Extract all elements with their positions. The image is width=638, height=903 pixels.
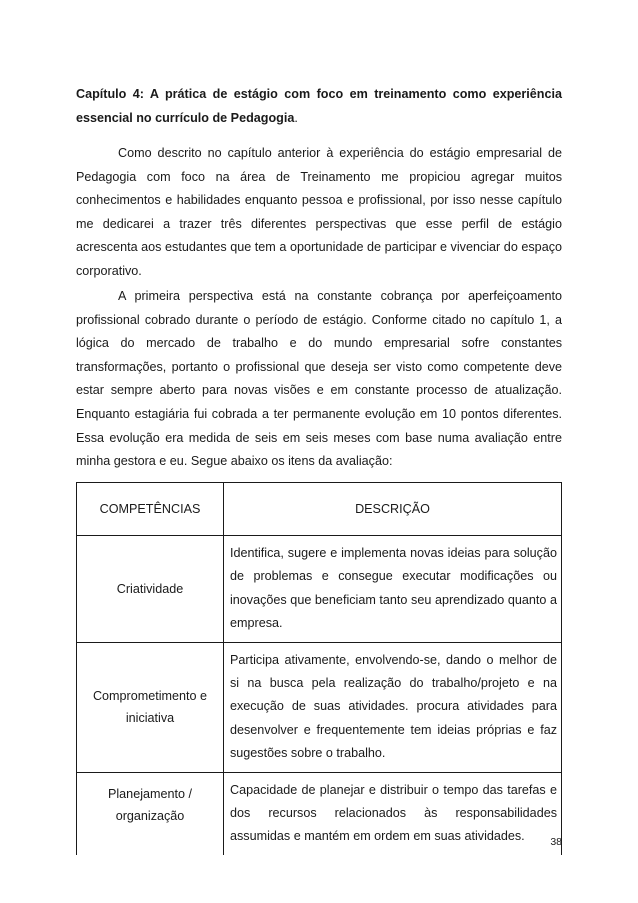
paragraph-2 [76, 285, 562, 474]
table-header-row [77, 483, 562, 536]
description-cell: Participa ativamente, envolvendo-se, dando o melhor de si na busca pela realização do trabalho/projeto e na execução de suas atividades. procura atividades para desenvolver e frequentemente tem ideias próprias e faz sugestões sobre o trabalho. [224, 642, 562, 772]
table-row [77, 642, 562, 772]
header-descricao: DESCRIÇÃO [224, 483, 562, 536]
table-row [77, 536, 562, 643]
paragraph-2-text: A primeira perspectiva está na constante cobrança por aperfeiçoamento profissional cobrado durante o período de estágio. Conforme citado no capítulo 1, a lógica do mercado de trabalho e do mundo empresarial sofre constantes transformações, portanto o profissional que deseja ser visto como competente deve estar sempre aberto para novas visões e em constante processo de atualização. Enquanto estagiária fui cobrada a ter permanente evolução em 10 pontos diferentes. Essa evolução era medida de seis em seis meses com base numa avaliação entre minha gestora e eu. Segue abaixo os itens da avaliação: [76, 289, 562, 469]
header-competencias: COMPETÊNCIAS [77, 483, 224, 536]
chapter-heading-period: . [294, 111, 298, 125]
chapter-heading [76, 82, 562, 130]
paragraph-1-text: Como descrito no capítulo anterior à experiência do estágio empresarial de Pedagogia com foco na área de Treinamento me propiciou agregar muitos conhecimentos e habilidades enquanto pessoa e profissional, por isso nesse capítulo me dedicarei a trazer três diferentes perspectivas que esse perfil de estágio acrescenta aos estudantes que tem a oportunidade de participar e vivenciar do espaço corporativo. [76, 146, 562, 278]
competence-cell: Criatividade [77, 536, 224, 643]
table-row [77, 772, 562, 855]
description-cell: Capacidade de planejar e distribuir o tempo das tarefas e dos recursos relacionados às responsabilidades assumidas e mantém em ordem em suas atividades. [224, 772, 562, 855]
competencies-table [76, 482, 562, 855]
chapter-heading-text: Capítulo 4: A prática de estágio com foco em treinamento como experiência essencial no currículo de Pedagogia [76, 87, 562, 125]
paragraph-1 [76, 142, 562, 284]
competence-cell: Comprometimento e iniciativa [77, 642, 224, 772]
description-cell: Identifica, sugere e implementa novas ideias para solução de problemas e consegue executar modificações ou inovações que beneficiam tanto seu aprendizado quanto a empresa. [224, 536, 562, 643]
page-number: 38 [550, 836, 562, 848]
competence-cell: Planejamento / organização [77, 772, 224, 855]
